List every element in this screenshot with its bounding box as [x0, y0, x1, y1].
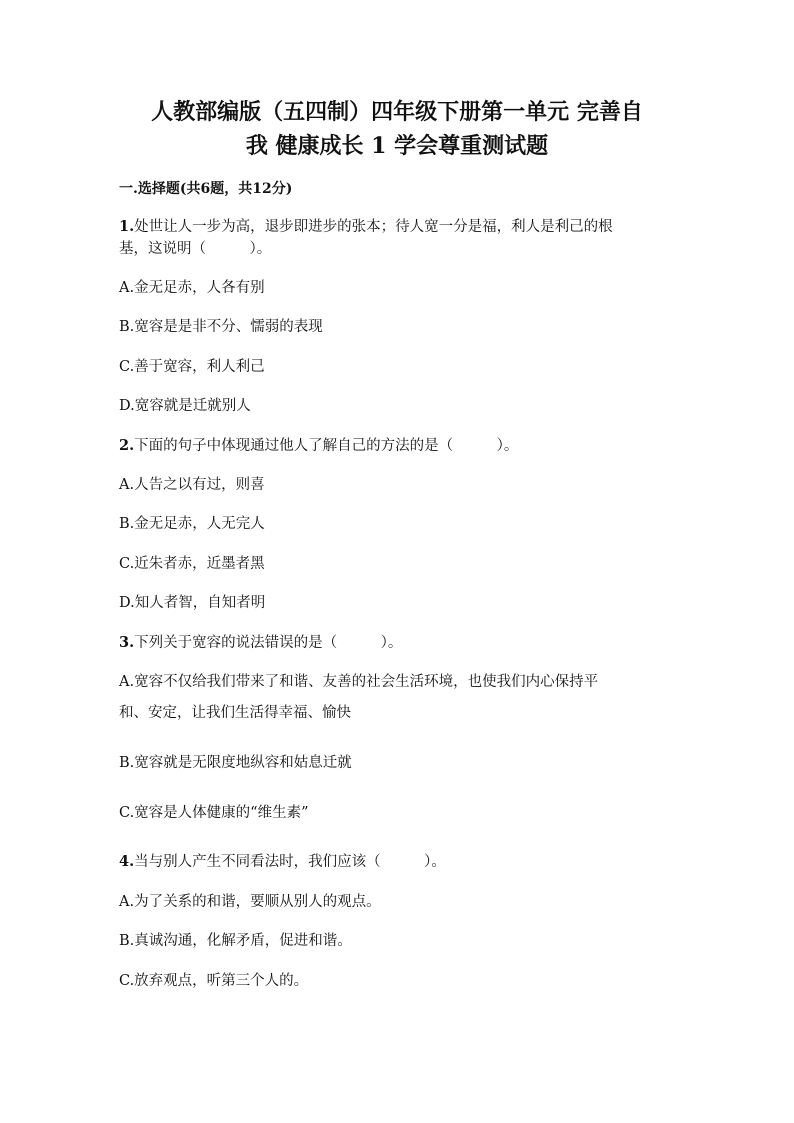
question-text: 当与别人产生不同看法时，我们应该（ ）。: [134, 854, 446, 870]
question-text: 下列关于宽容的说法错误的是（ ）。: [134, 635, 403, 651]
question-4-stem: [119, 851, 446, 873]
question-1-option-a: A.金无足赤，人各有别: [119, 280, 265, 296]
question-1-option-c: C.善于宽容，利人利己: [119, 359, 265, 375]
question-text: 下面的句子中体现通过他人了解自己的方法的是（ ）。: [134, 438, 519, 454]
question-2-option-a: A.人告之以有过，则喜: [119, 477, 265, 493]
question-4-option-a: A.为了关系的和谐，要顺从别人的观点。: [119, 894, 381, 910]
question-1-stem-line-1: [119, 216, 613, 238]
question-3-stem: [119, 632, 402, 654]
question-2-option-c: C.近朱者赤，近墨者黑: [119, 556, 265, 572]
question-2-stem: [119, 435, 518, 457]
question-text: 处世让人一步为高，退步即进步的张本；待人宽一分是福，利人是利己的根: [134, 219, 613, 235]
question-1-option-b: B.宽容是是非不分、懦弱的表现: [119, 319, 323, 335]
question-1-option-d: D.宽容就是迁就别人: [119, 398, 251, 414]
question-number: 4.: [119, 853, 135, 870]
page-title: [110, 95, 684, 163]
question-number: 2.: [119, 437, 135, 454]
question-number: 3.: [119, 634, 135, 651]
question-4-option-b: B.真诚沟通，化解矛盾，促进和谐。: [119, 933, 352, 949]
question-2-option-b: B.金无足赤，人无完人: [119, 516, 265, 532]
question-3-option-a-line-1: A.宽容不仅给我们带来了和谐、友善的社会生活环境，也使我们内心保持平: [119, 674, 599, 690]
question-3-option-b: B.宽容就是无限度地纵容和姑息迁就: [119, 755, 352, 771]
question-number: 1.: [119, 218, 135, 235]
question-4-option-c: C.放弃观点，听第三个人的。: [119, 973, 309, 989]
title-line-1: 人教部编版（五四制）四年级下册第一单元 完善自: [151, 99, 643, 125]
question-1-stem-line-2: 基，这说明（ ）。: [119, 241, 272, 257]
question-2-option-d: D.知人者智，自知者明: [119, 595, 266, 611]
question-3-option-c: C.宽容是人体健康的“维生素”: [119, 805, 309, 821]
question-3-option-a-line-2: 和、安定，让我们生活得幸福、愉快: [119, 705, 351, 721]
section-heading: 一.选择题(共6题，共12分): [119, 181, 293, 197]
title-line-2: 我 健康成长 1 学会尊重测试题: [245, 133, 549, 159]
